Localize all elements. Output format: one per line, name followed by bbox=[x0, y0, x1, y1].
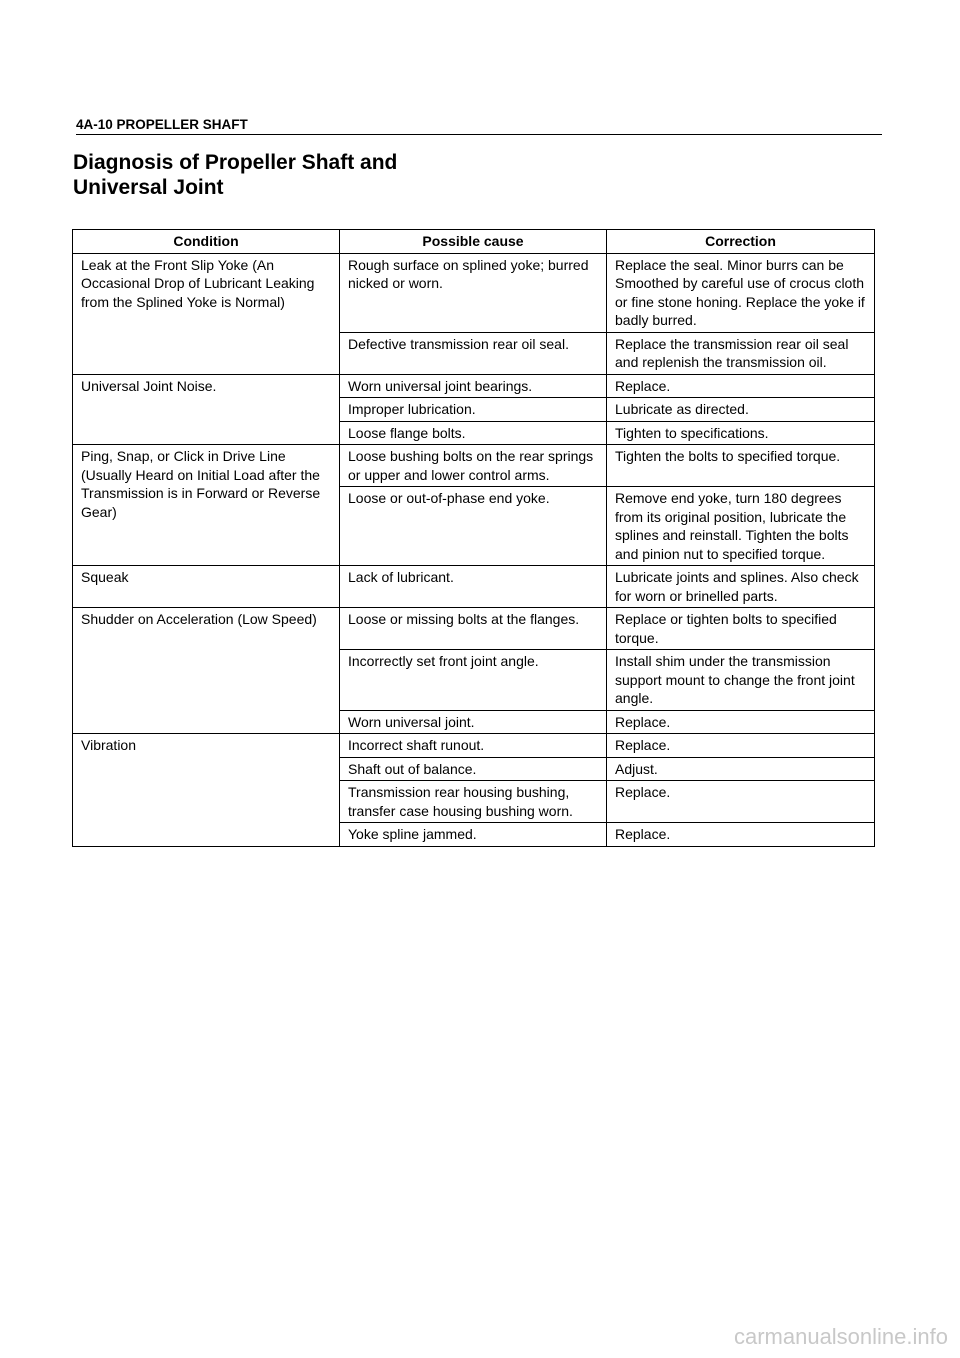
table-header-row bbox=[73, 230, 875, 254]
table-row bbox=[73, 608, 875, 650]
condition-cell: Shudder on Acceleration (Low Speed) bbox=[73, 608, 340, 734]
possible-cause-cell: Loose flange bolts. bbox=[340, 421, 607, 445]
possible-cause-cell: Worn universal joint bearings. bbox=[340, 374, 607, 398]
table-body bbox=[73, 253, 875, 846]
page-header: 4A-10 PROPELLER SHAFT bbox=[76, 117, 882, 135]
possible-cause-cell: Yoke spline jammed. bbox=[340, 823, 607, 847]
correction-cell: Lubricate joints and splines. Also check for worn or brinelled parts. bbox=[607, 566, 875, 608]
correction-cell: Install shim under the transmission support mount to change the front joint angle. bbox=[607, 650, 875, 711]
correction-cell: Lubricate as directed. bbox=[607, 398, 875, 422]
column-header-correction: Correction bbox=[607, 230, 875, 254]
correction-cell: Tighten to specifications. bbox=[607, 421, 875, 445]
possible-cause-cell: Lack of lubricant. bbox=[340, 566, 607, 608]
correction-cell: Remove end yoke, turn 180 degrees from its original position, lubricate the splines and reinstall. Tighten the bolts and pinion nut to specified torque. bbox=[607, 487, 875, 566]
page-title bbox=[73, 150, 773, 200]
page-title-line-2: Universal Joint bbox=[73, 176, 224, 199]
possible-cause-cell: Loose or missing bolts at the flanges. bbox=[340, 608, 607, 650]
condition-cell: Universal Joint Noise. bbox=[73, 374, 340, 445]
diagnosis-table bbox=[72, 229, 875, 847]
correction-cell: Replace. bbox=[607, 374, 875, 398]
column-header-possible-cause: Possible cause bbox=[340, 230, 607, 254]
correction-cell: Tighten the bolts to specified torque. bbox=[607, 445, 875, 487]
correction-cell: Replace. bbox=[607, 734, 875, 758]
correction-cell: Replace the transmission rear oil seal and replenish the transmission oil. bbox=[607, 332, 875, 374]
possible-cause-cell: Loose bushing bolts on the rear springs or upper and lower control arms. bbox=[340, 445, 607, 487]
table-row bbox=[73, 253, 875, 332]
correction-cell: Replace. bbox=[607, 710, 875, 734]
watermark: carmanualsonline.info bbox=[733, 1324, 948, 1349]
table-row bbox=[73, 374, 875, 398]
correction-cell: Replace or tighten bolts to specified torque. bbox=[607, 608, 875, 650]
possible-cause-cell: Loose or out-of-phase end yoke. bbox=[340, 487, 607, 566]
possible-cause-cell: Defective transmission rear oil seal. bbox=[340, 332, 607, 374]
correction-cell: Replace the seal. Minor burrs can be Smoothed by careful use of crocus cloth or fine stone honing. Replace the yoke if badly burred. bbox=[607, 253, 875, 332]
possible-cause-cell: Incorrect shaft runout. bbox=[340, 734, 607, 758]
table-row bbox=[73, 445, 875, 487]
correction-cell: Replace. bbox=[607, 823, 875, 847]
possible-cause-cell: Improper lubrication. bbox=[340, 398, 607, 422]
condition-cell: Leak at the Front Slip Yoke (An Occasional Drop of Lubricant Leaking from the Splined Yoke is Normal) bbox=[73, 253, 340, 374]
possible-cause-cell: Incorrectly set front joint angle. bbox=[340, 650, 607, 711]
table-row bbox=[73, 734, 875, 758]
table-row bbox=[73, 566, 875, 608]
possible-cause-cell: Transmission rear housing bushing, transfer case housing bushing worn. bbox=[340, 781, 607, 823]
possible-cause-cell: Shaft out of balance. bbox=[340, 757, 607, 781]
correction-cell: Adjust. bbox=[607, 757, 875, 781]
possible-cause-cell: Rough surface on splined yoke; burred nicked or worn. bbox=[340, 253, 607, 332]
possible-cause-cell: Worn universal joint. bbox=[340, 710, 607, 734]
page-title-line-1: Diagnosis of Propeller Shaft and bbox=[73, 151, 398, 174]
condition-cell: Vibration bbox=[73, 734, 340, 847]
correction-cell: Replace. bbox=[607, 781, 875, 823]
condition-cell: Ping, Snap, or Click in Drive Line (Usually Heard on Initial Load after the Transmission is in Forward or Reverse Gear) bbox=[73, 445, 340, 566]
column-header-condition: Condition bbox=[73, 230, 340, 254]
condition-cell: Squeak bbox=[73, 566, 340, 608]
